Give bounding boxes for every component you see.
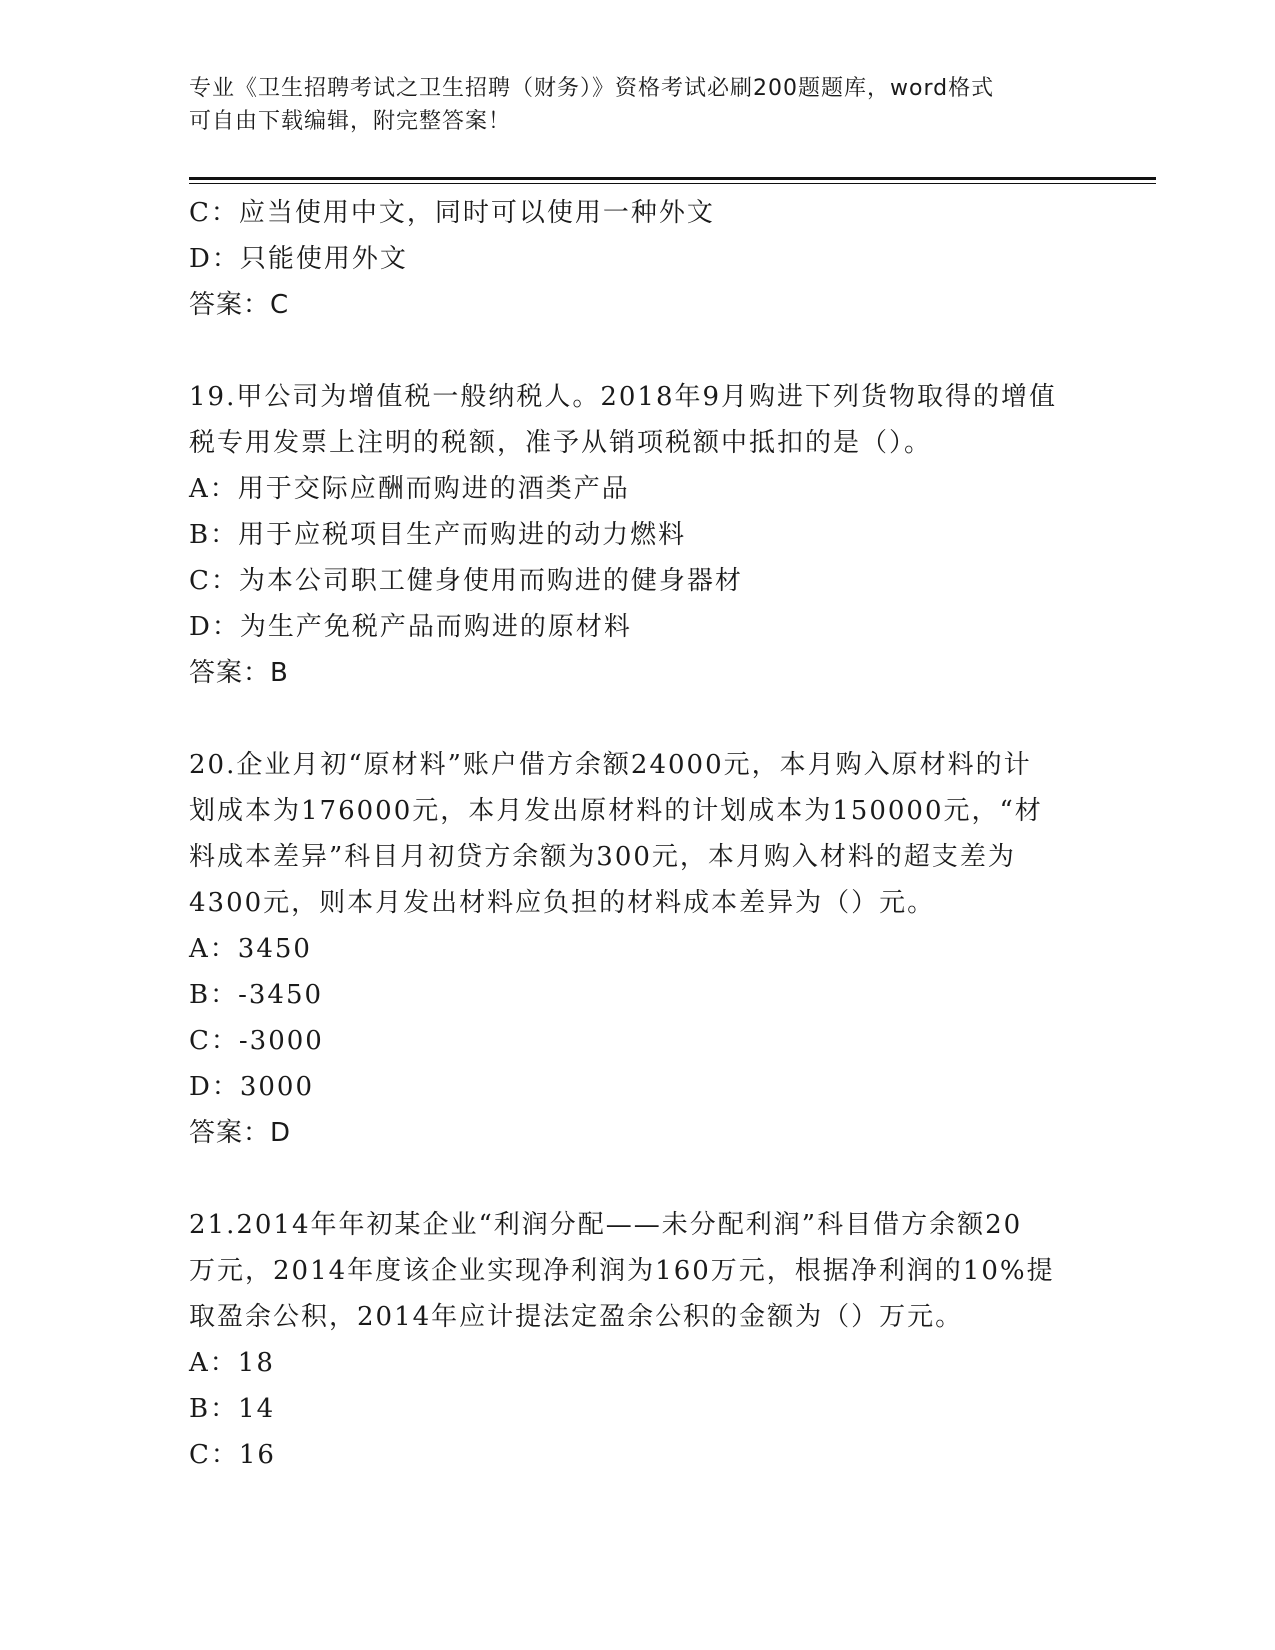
question-stem-line: 万元，2014年度该企业实现净利润为160万元，根据净利润的10%提 — [189, 1256, 1055, 1286]
answer-line: 答案：B — [189, 658, 289, 688]
option-c: C：为本公司职工健身使用而购进的健身器材 — [189, 566, 743, 596]
question-19 — [189, 374, 1089, 696]
option-c: C：16 — [189, 1440, 276, 1470]
answer-line: 答案：D — [189, 1118, 292, 1148]
answer-line: 答案：C — [189, 290, 290, 320]
option-a: A：3450 — [189, 934, 312, 964]
option-c: C：应当使用中文，同时可以使用一种外文 — [189, 198, 715, 228]
header-divider-thick — [189, 177, 1156, 180]
option-c: C：-3000 — [189, 1026, 324, 1056]
header-divider-thin — [189, 183, 1156, 184]
question-stem-line: 19.甲公司为增值税一般纳税人。2018年9月购进下列货物取得的增值 — [189, 382, 1058, 412]
question-stem-line: 20.企业月初“原材料”账户借方余额24000元，本月购入原材料的计 — [189, 750, 1032, 780]
header-title-line-1: 专业《卫生招聘考试之卫生招聘（财务）》资格考试必刷200题题库，word格式 — [189, 76, 995, 101]
question-stem-line: 料成本差异”科目月初贷方余额为300元，本月购入材料的超支差为 — [189, 842, 1016, 872]
option-b: B：-3450 — [189, 980, 324, 1010]
previous-question-tail — [189, 190, 1089, 328]
question-spacer — [189, 328, 1089, 374]
header-title-line-2: 可自由下载编辑，附完整答案！ — [189, 109, 512, 134]
question-21 — [189, 1202, 1089, 1478]
question-spacer — [189, 1156, 1089, 1202]
question-stem-line: 税专用发票上注明的税额，准予从销项税额中抵扣的是（）。 — [189, 428, 933, 458]
question-20 — [189, 742, 1089, 1156]
option-b: B：14 — [189, 1394, 276, 1424]
question-spacer — [189, 696, 1089, 742]
option-a: A：18 — [189, 1348, 275, 1378]
question-stem-line: 划成本为176000元，本月发出原材料的计划成本为150000元，“材 — [189, 796, 1043, 826]
question-stem-line: 取盈余公积，2014年应计提法定盈余公积的金额为（）万元。 — [189, 1302, 964, 1332]
option-a: A：用于交际应酬而购进的酒类产品 — [189, 474, 630, 504]
document-header — [189, 72, 1089, 138]
option-d: D：为生产免税产品而购进的原材料 — [189, 612, 632, 642]
option-d: D：只能使用外文 — [189, 244, 408, 274]
question-stem-line: 21.2014年年初某企业“利润分配——未分配利润”科目借方余额20 — [189, 1210, 1023, 1240]
question-stem-line: 4300元，则本月发出材料应负担的材料成本差异为（）元。 — [189, 888, 936, 918]
document-body — [189, 190, 1089, 1478]
option-d: D：3000 — [189, 1072, 315, 1102]
option-b: B：用于应税项目生产而购进的动力燃料 — [189, 520, 687, 550]
